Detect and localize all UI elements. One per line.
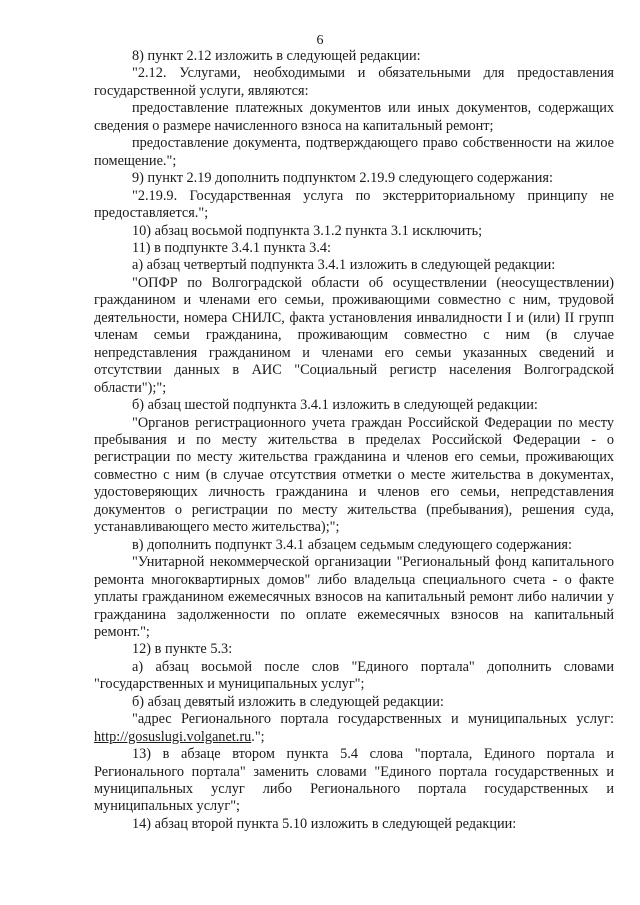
paragraph-19: 14) абзац второй пункта 5.10 изложить в следующей редакции: bbox=[132, 815, 517, 832]
portal-link[interactable]: http://gosuslugi.volganet.ru bbox=[94, 728, 252, 745]
paragraph-0: 8) пункт 2.12 изложить в следующей редакции: bbox=[132, 48, 421, 64]
paragraph-3: предоставление документа, подтверждающего право собственности на жилое помещение."; bbox=[94, 135, 614, 169]
paragraph-16: б) абзац девятый изложить в следующей редакции: bbox=[132, 693, 444, 710]
paragraph-17 bbox=[94, 711, 614, 746]
page-number: 6 bbox=[316, 33, 324, 48]
paragraph-7: 11) в подпункте 3.4.1 пункта 3.4: bbox=[132, 239, 332, 256]
paragraph-2: предоставление платежных документов или иных документов, содержащих сведения о размере начисленного взноса на капитальный ремонт; bbox=[94, 100, 614, 134]
paragraph-18: 13) в абзаце втором пункта 5.4 слова "портала, Единого портала и Регионального портала" заменить словами "Единого портала государственных и муниципальных услуг либо Регионального портала государственных и муниципальных услуг"; bbox=[94, 746, 614, 815]
paragraph-9: "ОПФР по Волгоградской области об осуществлении (неосуществлении) гражданином и членами его семьи, проживающими совместно с ним, трудовой деятельности, номера СНИЛС, факта установления инвалидности I и (или) II групп членам семьи гражданина, проживающим совместно с ним (в случае непредставления гражданином и членами его семьи указанных сведений и отсутствии данных в АИС "Социальный регистр населения Волгоградской области");"; bbox=[94, 274, 614, 396]
paragraph-1: "2.12. Услугами, необходимыми и обязательными для предоставления государственной услуги, являются: bbox=[94, 65, 614, 99]
paragraph-4: 9) пункт 2.19 дополнить подпунктом 2.19.9 следующего содержания: bbox=[132, 170, 553, 187]
paragraph-10: б) абзац шестой подпункта 3.4.1 изложить в следующей редакции: bbox=[132, 397, 538, 414]
paragraph-12: в) дополнить подпункт 3.4.1 абзацем седьмым следующего содержания: bbox=[132, 536, 572, 553]
paragraph-17-text: "адрес Регионального портала государственных и муниципальных услуг: bbox=[132, 711, 614, 728]
paragraph-15: а) абзац восьмой после слов "Единого портала" дополнить словами "государственных и муниципальных услуг"; bbox=[94, 658, 614, 693]
paragraph-11: "Органов регистрационного учета граждан Российской Федерации по месту пребывания и по месту жительства в пределах Российской Федерации - о регистрации по месту жительства гражданина и членов его семьи, проживающих совместно с ним (в случае отсутствия отметки о месте жительства в документах, удостоверяющих личность гражданина и членов его семьи, непредставления документов о регистрации по месту жительства (пребывания), решения суда, устанавливающего место жительства);"; bbox=[94, 414, 614, 536]
document-body bbox=[94, 48, 614, 833]
paragraph-14: 12) в пункте 5.3: bbox=[132, 641, 233, 658]
paragraph-8: а) абзац четвертый подпункта 3.4.1 изложить в следующей редакции: bbox=[132, 257, 556, 274]
paragraph-6: 10) абзац восьмой подпункта 3.1.2 пункта 3.1 исключить; bbox=[132, 222, 483, 239]
paragraph-17-after: ."; bbox=[251, 728, 265, 745]
paragraph-5: "2.19.9. Государственная услуга по экстерриториальному принципу не предоставляется."; bbox=[94, 187, 614, 222]
paragraph-13: "Унитарной некоммерческой организации "Региональный фонд капитального ремонта многоквартирных домов" либо владельца специального счета - о факте уплаты гражданином ежемесячных взносов на капитальный ремонт либо наличии у гражданина задолженности по оплате ежемесячных взносов на капитальный ремонт."; bbox=[94, 554, 614, 640]
